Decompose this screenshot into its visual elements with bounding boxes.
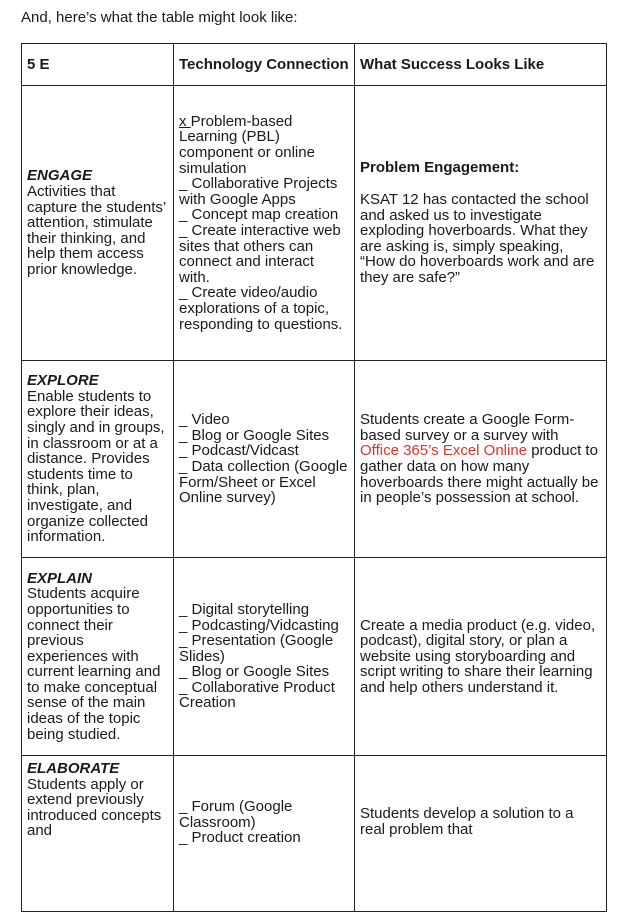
tech-item-text: Create interactive web sites that others can connect and interact with. <box>179 222 341 286</box>
check-mark: _ <box>179 678 188 696</box>
tech-item <box>179 799 349 830</box>
check-mark: _ <box>179 632 188 650</box>
check-mark: _ <box>179 222 188 239</box>
tech-item <box>179 285 349 332</box>
tech-cell <box>174 86 355 361</box>
success-title: Problem Engagement: <box>360 159 520 177</box>
table-row-explore <box>22 361 607 558</box>
tech-item <box>179 459 349 506</box>
tech-item <box>179 443 349 459</box>
stage-name: EXPLORE <box>27 372 99 390</box>
tech-item <box>179 680 349 711</box>
stage-description: Students acquire opportunities to connect their previous experiences with current learning and to make conceptual sense of the main ideas of the topic being studied. <box>27 585 161 743</box>
check-mark: _ <box>179 411 188 429</box>
success-cell <box>355 86 607 361</box>
tech-item-text: Problem-based Learning (PBL) component or online simulation <box>179 112 315 177</box>
check-mark: _ <box>179 175 188 193</box>
tech-item-text: Digital storytelling <box>187 600 310 618</box>
tech-cell <box>174 558 355 756</box>
check-mark: _ <box>179 442 188 460</box>
tech-cell <box>174 756 355 912</box>
tech-item-text: Create video/audio explorations of a topic, responding to questions. <box>179 284 343 333</box>
check-mark: _ <box>179 798 188 815</box>
stage-cell <box>22 361 174 558</box>
success-cell <box>355 361 607 558</box>
tech-item <box>179 223 349 285</box>
stage-name: EXPLAIN <box>27 569 93 587</box>
tech-item <box>179 176 349 207</box>
success-text: Create a media product (e.g. video, podcast), digital story, or plan a website using storyboarding and script writing to share their learning and help others understand it. <box>360 616 596 696</box>
table-row-elaborate <box>22 756 607 912</box>
table-row-engage <box>22 86 607 361</box>
tech-item-text: Product creation <box>187 829 301 847</box>
check-mark: _ <box>179 426 188 444</box>
tech-item-text: Data collection (Google Form/Sheet or Excel Online survey) <box>179 458 348 507</box>
check-mark: _ <box>179 206 188 224</box>
success-text: Students create a Google Form-based survey or a survey with <box>360 411 575 444</box>
stage-name: ENGAGE <box>27 167 93 185</box>
tech-item-text: Podcast/Vidcast <box>187 442 299 460</box>
tech-item <box>179 114 349 176</box>
tech-item-text: Concept map creation <box>187 206 339 224</box>
tech-item <box>179 428 349 444</box>
tech-item <box>179 633 349 664</box>
success-text: Students develop a solution to a real problem that <box>360 805 574 838</box>
stage-cell <box>22 86 174 361</box>
stage-description: Activities that capture the students’ attention, stimulate their thinking, and help them access prior knowledge. <box>27 183 166 278</box>
excel-online-link[interactable]: Office 365’s Excel Online <box>360 442 528 460</box>
five-e-table <box>21 43 607 912</box>
tech-item-text: Presentation (Google Slides) <box>179 632 334 665</box>
tech-item <box>179 207 349 223</box>
tech-cell <box>174 361 355 558</box>
check-mark: _ <box>179 663 188 681</box>
success-text-continued: product to gather data on how many hoverboards there might actually be in people’s possession at school. <box>360 442 599 507</box>
success-cell <box>355 558 607 756</box>
table-row-explain <box>22 558 607 756</box>
header-what-success-looks-like: What Success Looks Like <box>355 44 607 86</box>
table-header-row <box>22 44 607 86</box>
check-mark: _ <box>179 284 188 302</box>
header-technology-connection: Technology Connection <box>174 44 355 86</box>
stage-cell <box>22 558 174 756</box>
tech-item-text: Blog or Google Sites <box>187 426 330 444</box>
check-mark: _ <box>179 616 188 634</box>
tech-item-text: Video <box>187 411 230 429</box>
tech-item <box>179 664 349 680</box>
check-mark: x <box>179 112 191 130</box>
check-mark: _ <box>179 458 188 475</box>
stage-cell <box>22 756 174 912</box>
tech-item-text: Podcasting/Vidcasting <box>187 616 339 634</box>
tech-item-text: Collaborative Product Creation <box>179 678 335 712</box>
success-cell <box>355 756 607 912</box>
stage-description: Students apply or extend previously introduced concepts and <box>27 775 162 840</box>
stage-description: Enable students to explore their ideas, singly and in groups, in classroom or at a distance. Provides students time to think, plan, investigate, and organize collected information. <box>27 387 165 546</box>
tech-item-text: Collaborative Projects with Google Apps <box>179 175 338 208</box>
check-mark: _ <box>179 829 188 847</box>
check-mark: _ <box>179 600 188 618</box>
tech-item <box>179 618 349 634</box>
header-5e: 5 E <box>22 44 174 86</box>
tech-item <box>179 602 349 618</box>
tech-item <box>179 830 349 846</box>
intro-text: And, here’s what the table might look like: <box>21 9 298 26</box>
tech-item <box>179 412 349 428</box>
tech-item-text: Forum (Google Classroom) <box>179 798 293 831</box>
success-text: KSAT 12 has contacted the school and asked us to investigate exploding hoverboards. What they are asking is, simply speaking, “How do hoverboards work and are they are safe?” <box>360 191 595 286</box>
stage-name: ELABORATE <box>27 760 120 777</box>
tech-item-text: Blog or Google Sites <box>187 663 330 681</box>
